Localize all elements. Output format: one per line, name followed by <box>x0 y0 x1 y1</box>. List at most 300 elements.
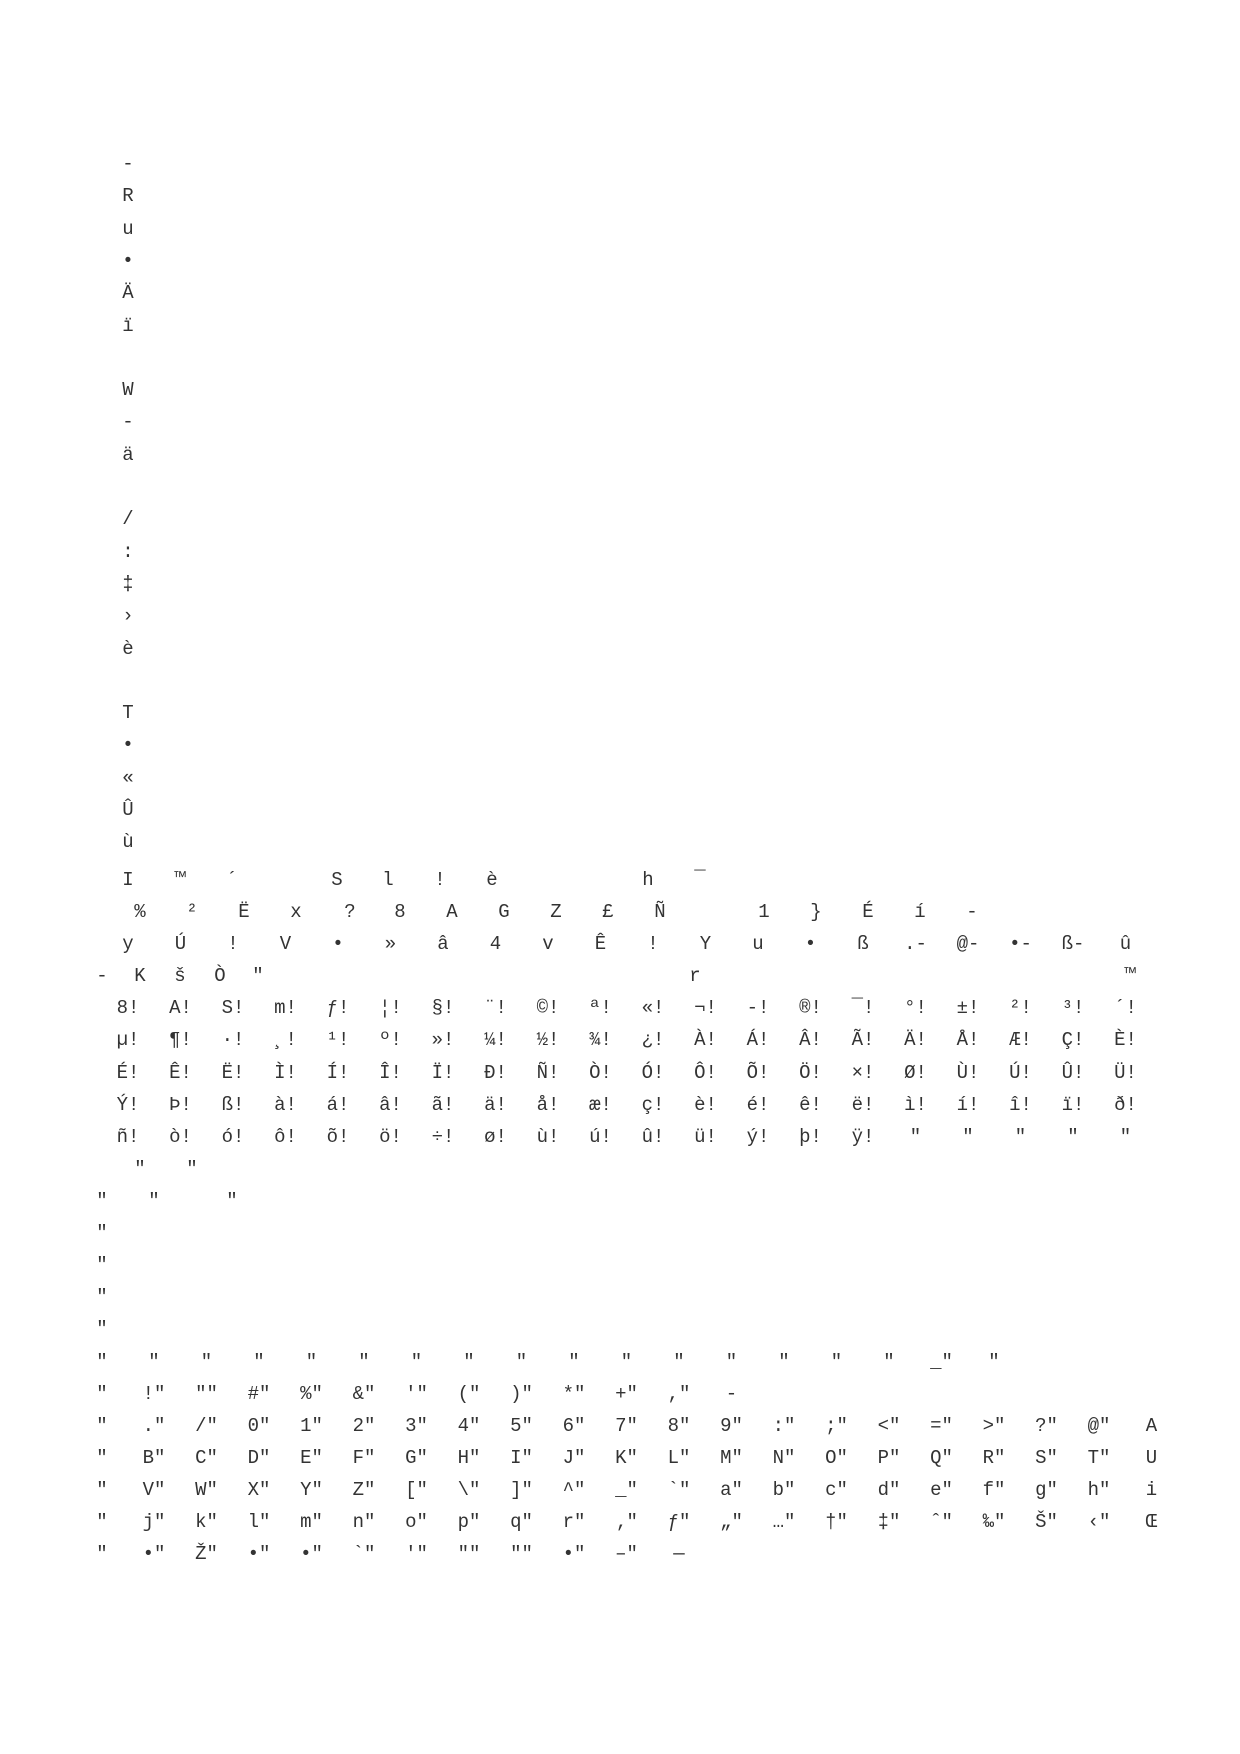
glyph-cell: Œ <box>1145 1511 1158 1533</box>
glyph-cell: n" <box>352 1511 376 1533</box>
glyph-cell: " <box>96 1447 108 1469</box>
glyph-cell: ¯! <box>851 997 875 1019</box>
glyph-cell: "" <box>457 1543 481 1565</box>
glyph-cell: š <box>174 965 186 987</box>
glyph-cell: Ï! <box>431 1062 455 1084</box>
glyph-cell: Ô! <box>694 1062 717 1084</box>
glyph-cell: º! <box>379 1029 402 1051</box>
glyph-cell: ‚" <box>615 1511 638 1533</box>
glyph-cell: V <box>279 933 292 955</box>
glyph-cell: — <box>673 1543 685 1565</box>
glyph-cell: ï! <box>1061 1094 1085 1116</box>
glyph-cell: ä! <box>484 1094 507 1116</box>
glyph-cell: Ç! <box>1061 1029 1085 1051</box>
glyph-cell: ¯ <box>694 869 706 891</box>
glyph-cell: ·! <box>221 1029 245 1051</box>
glyph-cell: ! <box>434 869 446 891</box>
glyph-cell: „" <box>720 1511 743 1533</box>
column-glyph: • <box>122 249 134 272</box>
glyph-cell: ´! <box>1114 997 1137 1019</box>
glyph-cell: í <box>914 901 926 923</box>
glyph-cell: Ñ <box>654 901 666 923</box>
glyph-cell: m! <box>274 997 297 1019</box>
glyph-cell: ;" <box>825 1415 848 1437</box>
glyph-cell: r <box>689 965 701 987</box>
glyph-cell: " <box>909 1126 922 1148</box>
glyph-cell: 4 <box>489 933 502 955</box>
glyph-cell: ª! <box>589 997 612 1019</box>
glyph-cell: ‹" <box>1087 1511 1111 1533</box>
glyph-cell: Î! <box>379 1062 402 1084</box>
glyph-cell: Ü! <box>1114 1062 1137 1084</box>
glyph-cell: æ! <box>589 1094 612 1116</box>
glyph-cell: Ä! <box>904 1029 927 1051</box>
glyph-cell: °! <box>904 997 927 1019</box>
glyph-cell: " <box>253 1351 265 1373</box>
glyph-cell: ü! <box>694 1126 717 1148</box>
glyph-cell: !" <box>142 1383 166 1405</box>
glyph-cell: ¬! <box>694 997 717 1019</box>
glyph-cell: §! <box>431 997 455 1019</box>
column-glyph: è <box>122 637 134 660</box>
glyph-cell: " <box>830 1351 843 1373</box>
glyph-cell: Þ! <box>169 1094 192 1116</box>
glyph-cell: ™ <box>174 869 186 891</box>
glyph-cell: 3" <box>405 1415 428 1437</box>
column-glyph: - <box>122 411 134 434</box>
glyph-cell: '" <box>405 1543 428 1565</box>
glyph-cell: h <box>642 869 654 891</box>
glyph-cell: j" <box>142 1511 166 1533</box>
glyph-cell: 6" <box>562 1415 586 1437</box>
glyph-cell: k" <box>195 1511 218 1533</box>
glyph-cell: ò! <box>169 1126 192 1148</box>
glyph-cell: " <box>1119 1126 1132 1148</box>
column-glyph: W <box>122 379 134 402</box>
glyph-cell: ©! <box>536 997 560 1019</box>
glyph-cell: *" <box>562 1383 586 1405</box>
glyph-cell: y <box>122 933 134 955</box>
glyph-cell: » <box>384 933 397 955</box>
glyph-cell: Ó! <box>641 1062 665 1084</box>
glyph-cell: u <box>752 933 764 955</box>
glyph-cell: " <box>673 1351 685 1373</box>
glyph-cell: R" <box>982 1447 1006 1469</box>
glyph-cell: W" <box>195 1479 218 1501</box>
glyph-cell: Ê <box>594 933 607 955</box>
glyph-cell: /" <box>195 1415 218 1437</box>
column-glyph: Û <box>122 799 134 821</box>
glyph-cell: É! <box>116 1062 140 1084</box>
glyph-cell: ±! <box>956 997 980 1019</box>
glyph-cell: " <box>96 1479 108 1501</box>
glyph-cell: •" <box>142 1543 166 1565</box>
glyph-cell: Y" <box>300 1479 323 1501</box>
glyph-cell: " <box>96 1190 108 1212</box>
glyph-cell: Ã! <box>851 1029 875 1051</box>
glyph-cell: - <box>96 965 108 987</box>
glyph-cell: @" <box>1087 1415 1111 1437</box>
glyph-cell: î! <box>1009 1094 1032 1116</box>
glyph-cell: )" <box>510 1383 533 1405</box>
glyph-cell: ñ! <box>116 1126 140 1148</box>
glyph-cell: É <box>862 901 874 923</box>
glyph-cell: A! <box>169 997 192 1019</box>
glyph-cell: 8 <box>394 901 406 923</box>
glyph-cell: Ò <box>214 965 226 987</box>
glyph-cell: ² <box>186 901 198 923</box>
glyph-cell: % <box>134 901 146 923</box>
glyph-cell: ú! <box>589 1126 612 1148</box>
glyph-cell: Ö! <box>799 1062 822 1084</box>
glyph-cell: U <box>1145 1447 1158 1469</box>
glyph-cell: â <box>437 933 449 955</box>
glyph-cell: } <box>810 901 822 923</box>
glyph-cell: A <box>1145 1415 1158 1437</box>
glyph-cell: ø! <box>484 1126 507 1148</box>
glyph-cell: " <box>148 1351 160 1373</box>
glyph-cell: ‰" <box>982 1511 1006 1533</box>
glyph-cell: B" <box>142 1447 166 1469</box>
glyph-cell: Š" <box>1035 1511 1058 1533</box>
glyph-cell: -! <box>746 997 770 1019</box>
glyph-cell: x <box>290 901 302 923</box>
glyph-cell: (" <box>457 1383 481 1405</box>
glyph-cell: P" <box>877 1447 901 1469</box>
glyph-cell: ÷! <box>431 1126 455 1148</box>
glyph-cell: " <box>96 1222 108 1244</box>
glyph-cell: ð! <box>1114 1094 1137 1116</box>
glyph-cell: O" <box>825 1447 848 1469</box>
glyph-cell: " <box>96 1543 108 1565</box>
glyph-cell: á! <box>326 1094 350 1116</box>
glyph-cell: ^" <box>562 1479 586 1501</box>
glyph-cell: ß <box>857 933 869 955</box>
glyph-cell: ê! <box>799 1094 822 1116</box>
glyph-cell: ," <box>667 1383 691 1405</box>
glyph-cell: Á! <box>746 1029 770 1051</box>
glyph-cell: ƒ" <box>667 1511 691 1533</box>
glyph-cell: C" <box>195 1447 218 1469</box>
column-glyph: • <box>122 734 134 757</box>
column-glyph: ï <box>122 314 134 337</box>
glyph-cell: ô! <box>274 1126 297 1148</box>
glyph-cell: :" <box>772 1415 796 1437</box>
glyph-cell: #" <box>247 1383 271 1405</box>
glyph-cell: 1" <box>300 1415 323 1437</box>
column-glyph: Ä <box>122 282 134 305</box>
column-glyph: ‡ <box>122 572 134 595</box>
glyph-cell: " <box>988 1351 1000 1373</box>
glyph-cell: é! <box>746 1094 770 1116</box>
glyph-cell: •" <box>562 1543 586 1565</box>
glyph-cell: Ê! <box>169 1062 192 1084</box>
glyph-cell: à! <box>274 1094 297 1116</box>
glyph-cell: –" <box>615 1543 638 1565</box>
glyph-cell: û <box>1119 933 1132 955</box>
glyph-cell: " <box>1014 1126 1027 1148</box>
glyph-cell: r" <box>562 1511 586 1533</box>
glyph-cell: …" <box>772 1511 796 1533</box>
glyph-cell: ¼! <box>484 1029 507 1051</box>
glyph-cell: Ú <box>174 933 187 955</box>
glyph-cell: ö! <box>379 1126 402 1148</box>
glyph-cell: S <box>331 869 343 891</box>
column-glyph: R <box>122 185 134 208</box>
glyph-cell: »! <box>431 1029 455 1051</box>
glyph-cell: 5" <box>510 1415 533 1437</box>
glyph-cell: " <box>358 1351 370 1373</box>
glyph-cell: ! <box>647 933 659 955</box>
glyph-cell: • <box>332 933 344 955</box>
glyph-cell: ì! <box>904 1094 927 1116</box>
glyph-cell: I" <box>510 1447 533 1469</box>
glyph-cell: †" <box>825 1511 848 1533</box>
glyph-cell: «! <box>641 997 665 1019</box>
glyph-cell: •- <box>1009 933 1032 955</box>
glyph-cell: >" <box>982 1415 1006 1437</box>
glyph-cell: V" <box>142 1479 166 1501</box>
column-glyph: ù <box>122 831 134 854</box>
glyph-cell: d" <box>877 1479 901 1501</box>
glyph-cell: ! <box>227 933 239 955</box>
glyph-cell: c" <box>825 1479 848 1501</box>
glyph-cell: &" <box>352 1383 376 1405</box>
glyph-cell: " <box>148 1190 160 1212</box>
glyph-cell: ´ <box>226 869 238 891</box>
glyph-cell: Ú! <box>1009 1062 1032 1084</box>
glyph-cell: ®! <box>799 997 822 1019</box>
glyph-cell: ë! <box>851 1094 875 1116</box>
glyph-cell: Z" <box>352 1479 376 1501</box>
glyph-cell: '" <box>405 1383 428 1405</box>
glyph-cell: a" <box>720 1479 743 1501</box>
glyph-cell: Õ! <box>746 1062 770 1084</box>
glyph-cell: N" <box>772 1447 796 1469</box>
column-glyph: › <box>122 605 134 628</box>
glyph-cell: ‡" <box>877 1511 901 1533</box>
glyph-cell: •" <box>300 1543 323 1565</box>
glyph-cell: ù! <box>536 1126 560 1148</box>
glyph-cell: A <box>446 901 458 923</box>
glyph-cell: ²! <box>1009 997 1032 1019</box>
glyph-cell: q" <box>510 1511 533 1533</box>
glyph-cell: 9" <box>720 1415 743 1437</box>
glyph-cell: Ð! <box>484 1062 507 1084</box>
glyph-cell: " <box>252 965 264 987</box>
glyph-cell: Ì! <box>274 1062 297 1084</box>
glyph-cell: •" <box>247 1543 271 1565</box>
column-glyph: : <box>122 540 134 563</box>
glyph-cell: ?" <box>1035 1415 1058 1437</box>
column-glyph: u <box>122 217 134 240</box>
glyph-cell: Í! <box>326 1062 350 1084</box>
glyph-cell: " <box>96 1415 108 1437</box>
glyph-cell: - <box>966 901 978 923</box>
glyph-cell: b" <box>772 1479 796 1501</box>
glyph-cell: I <box>122 869 134 891</box>
glyph-cell: ý! <box>746 1126 770 1148</box>
glyph-cell: ß- <box>1061 933 1085 955</box>
glyph-cell: _" <box>615 1479 638 1501</box>
glyph-cell: - <box>725 1383 738 1405</box>
glyph-cell: Z <box>550 901 562 923</box>
glyph-cell: m" <box>300 1511 323 1533</box>
glyph-cell: 2" <box>352 1415 376 1437</box>
glyph-cell: .- <box>904 933 927 955</box>
glyph-cell: " <box>962 1126 974 1148</box>
glyph-cell: " <box>305 1351 318 1373</box>
glyph-cell: Â! <box>799 1029 822 1051</box>
glyph-cell: S" <box>1035 1447 1058 1469</box>
glyph-cell: D" <box>247 1447 271 1469</box>
glyph-cell: l <box>382 869 394 891</box>
glyph-cell: =" <box>930 1415 953 1437</box>
glyph-cell: g" <box>1035 1479 1058 1501</box>
glyph-cell: " <box>200 1351 213 1373</box>
glyph-cell: ó! <box>221 1126 245 1148</box>
glyph-cell: È! <box>1114 1029 1137 1051</box>
glyph-cell: " <box>1067 1126 1079 1148</box>
glyph-cell: " <box>463 1351 475 1373</box>
glyph-cell: K <box>134 965 146 987</box>
glyph-cell: è! <box>694 1094 717 1116</box>
glyph-cell: µ! <box>116 1029 140 1051</box>
glyph-cell: " <box>226 1190 238 1212</box>
glyph-cell: Ò! <box>589 1062 612 1084</box>
glyph-cell: ? <box>344 901 356 923</box>
glyph-cell: `" <box>667 1479 691 1501</box>
glyph-cell: À! <box>694 1029 717 1051</box>
glyph-cell: â! <box>379 1094 402 1116</box>
glyph-cell: Ë! <box>221 1062 245 1084</box>
glyph-cell: ß! <box>221 1094 245 1116</box>
glyph-cell: ƒ! <box>326 997 350 1019</box>
glyph-cell: Ñ! <box>536 1062 560 1084</box>
glyph-cell: K" <box>615 1447 638 1469</box>
column-glyph: / <box>122 508 134 531</box>
glyph-cell: " <box>96 1383 108 1405</box>
glyph-cell: 7" <box>615 1415 638 1437</box>
glyph-cell: ¸! <box>274 1029 297 1051</box>
glyph-cell: " <box>725 1351 738 1373</box>
glyph-cell: `" <box>352 1543 376 1565</box>
glyph-cell: Ë <box>238 901 250 923</box>
glyph-cell: " <box>96 1286 108 1308</box>
glyph-cell: û! <box>641 1126 665 1148</box>
glyph-cell: J" <box>562 1447 586 1469</box>
glyph-cell: ½! <box>536 1029 560 1051</box>
glyph-cell: è <box>486 869 498 891</box>
glyph-cell: ÿ! <box>851 1126 875 1148</box>
glyph-cell: 8" <box>667 1415 691 1437</box>
glyph-cell: f" <box>982 1479 1006 1501</box>
glyph-cell: Ž" <box>195 1543 218 1565</box>
glyph-cell: £ <box>602 901 614 923</box>
glyph-cell: " <box>96 1318 108 1340</box>
glyph-cell: " <box>568 1351 580 1373</box>
glyph-cell: L" <box>667 1447 691 1469</box>
glyph-cell: F" <box>352 1447 376 1469</box>
glyph-cell: %" <box>300 1383 323 1405</box>
glyph-cell: E" <box>300 1447 323 1469</box>
glyph-cell: ¶! <box>169 1029 192 1051</box>
glyph-cell: p" <box>457 1511 481 1533</box>
glyph-cell: 1 <box>758 901 770 923</box>
glyph-cell: Æ! <box>1009 1029 1032 1051</box>
glyph-cell: X" <box>247 1479 271 1501</box>
glyph-cell: " <box>134 1158 146 1180</box>
glyph-cell: " <box>883 1351 895 1373</box>
glyph-cell: ˆ" <box>930 1511 953 1533</box>
glyph-cell: 4" <box>457 1415 481 1437</box>
glyph-cell: +" <box>615 1383 638 1405</box>
glyph-cell: " <box>186 1158 198 1180</box>
glyph-cell: " <box>620 1351 633 1373</box>
column-glyph: « <box>122 766 134 789</box>
glyph-cell: T" <box>1087 1447 1111 1469</box>
glyph-cell: Å! <box>956 1029 980 1051</box>
glyph-cell: " <box>96 1254 108 1276</box>
glyph-cell: _" <box>930 1351 953 1373</box>
glyph-cell: " <box>96 1511 108 1533</box>
glyph-cell: 0" <box>247 1415 271 1437</box>
glyph-cell: • <box>804 933 817 955</box>
glyph-cell: Ù! <box>956 1062 980 1084</box>
glyph-cell: þ! <box>799 1126 822 1148</box>
glyph-cell: " <box>515 1351 528 1373</box>
glyph-cell: M" <box>720 1447 743 1469</box>
glyph-cell: S! <box>221 997 245 1019</box>
glyph-cell: l" <box>247 1511 271 1533</box>
column-glyph: - <box>122 153 134 175</box>
glyph-cell: ¿! <box>641 1029 665 1051</box>
glyph-cell: ]" <box>510 1479 533 1501</box>
glyph-cell: ¨! <box>484 997 507 1019</box>
column-glyph: ä <box>122 443 134 466</box>
glyph-cell: ¾! <box>589 1029 612 1051</box>
glyph-cell: í! <box>956 1094 980 1116</box>
glyph-cell: Q" <box>930 1447 953 1469</box>
glyph-cell: "" <box>510 1543 533 1565</box>
glyph-cell: H" <box>457 1447 481 1469</box>
glyph-cell: <" <box>877 1415 901 1437</box>
glyph-cell: " <box>96 1351 108 1373</box>
glyph-cell: ." <box>142 1415 166 1437</box>
glyph-cell: i <box>1145 1479 1158 1501</box>
glyph-cell: ³! <box>1061 997 1085 1019</box>
glyph-cell: " <box>410 1351 423 1373</box>
glyph-cell: õ! <box>326 1126 350 1148</box>
glyph-cell: o" <box>405 1511 428 1533</box>
glyph-cell: @- <box>956 933 980 955</box>
glyph-cell: å! <box>536 1094 560 1116</box>
glyph-cell: Ø! <box>904 1062 927 1084</box>
glyph-cell: " <box>778 1351 790 1373</box>
glyph-cell: Y <box>699 933 712 955</box>
glyph-cell: G" <box>405 1447 428 1469</box>
glyph-cell: "" <box>195 1383 218 1405</box>
glyph-cell: ×! <box>851 1062 875 1084</box>
glyph-cell: G <box>498 901 510 923</box>
glyph-cell: Û! <box>1061 1062 1085 1084</box>
glyph-cell: ¦! <box>379 997 402 1019</box>
glyph-cell: v <box>542 933 554 955</box>
glyph-cell: ™ <box>1124 965 1136 987</box>
glyph-cell: h" <box>1087 1479 1111 1501</box>
glyph-cell: \" <box>457 1479 481 1501</box>
glyph-cell: ¹! <box>326 1029 350 1051</box>
